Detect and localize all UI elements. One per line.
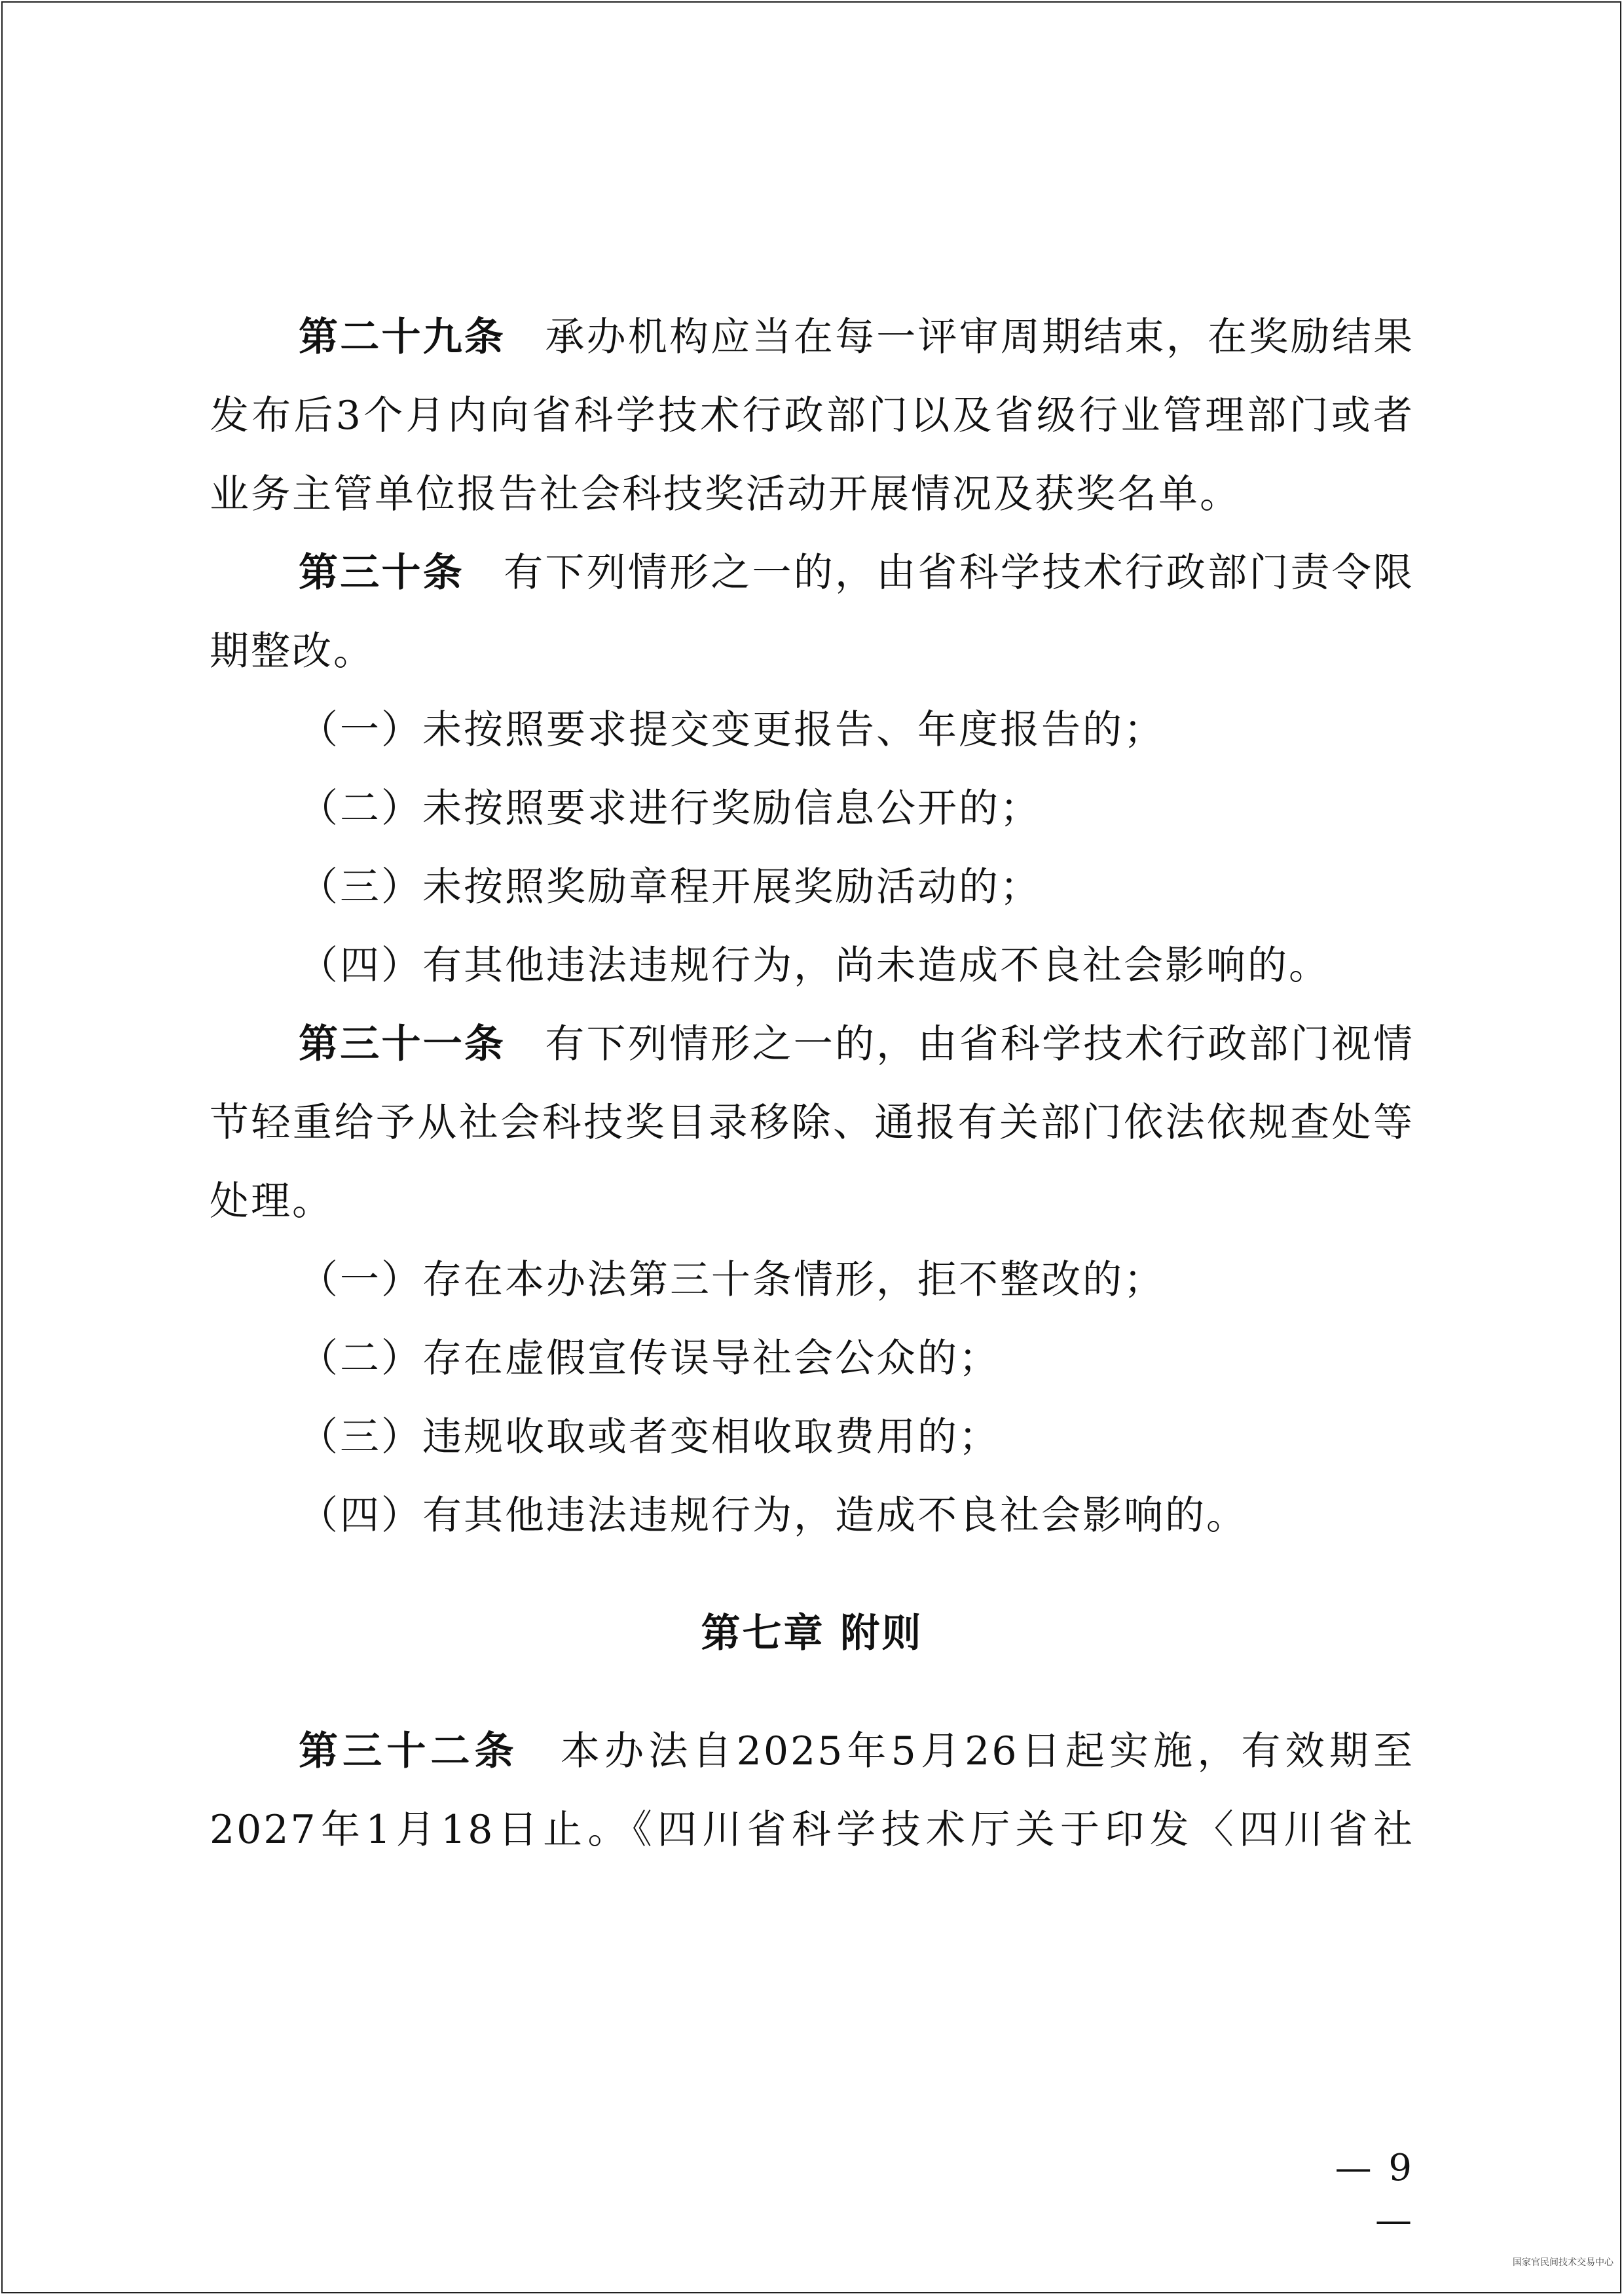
article-32: [210, 1712, 1414, 1869]
article-29-body: 承办机构应当在每一评审周期结束，在奖励结果发布后3个月内向省科学技术行政部门以及省级行业管理部门或者业务主管单位报告社会科技奖活动开展情况及获奖名单。: [210, 314, 1415, 517]
article-31-item-4: （四）有其他违法违规行为，造成不良社会影响的。: [299, 1493, 1247, 1539]
page-number: — 9 —: [1335, 2147, 1414, 2242]
article-32-body: 本办法自2025年5月26日起实施，有效期至2027年1月18日止。《四川省科学技术厅关于印发〈四川省社: [210, 1728, 1415, 1853]
chapter-7-title: 第七章 附则: [701, 1611, 923, 1656]
article-32-title: 第三十二条: [299, 1728, 519, 1774]
document-body: [210, 298, 1414, 1869]
article-31-title: 第三十一条: [299, 1021, 506, 1067]
watermark-text: 国家官民间技术交易中心: [1513, 2257, 1614, 2268]
article-30: [210, 534, 1414, 691]
article-30-body: 有下列情形之一的，由省科学技术行政部门责令限期整改。: [210, 550, 1415, 674]
article-31: [210, 1005, 1414, 1241]
article-29-title: 第二十九条: [299, 314, 506, 360]
article-30-title: 第三十条: [299, 550, 464, 596]
article-30-item-2: （二）未按照要求进行奖励信息公开的；: [299, 786, 1041, 831]
article-31-body: 有下列情形之一的，由省科学技术行政部门视情节轻重给予从社会科技奖目录移除、通报有关部门依法依规查处等处理。: [210, 1021, 1415, 1224]
article-31-item-1: （一）存在本办法第三十条情形，拒不整改的；: [299, 1257, 1165, 1303]
article-30-item-3: （三）未按照奖励章程开展奖励活动的；: [299, 864, 1041, 910]
article-29: [210, 298, 1414, 534]
article-30-item-4: （四）有其他违法违规行为，尚未造成不良社会影响的。: [299, 943, 1330, 989]
article-30-item-1: （一）未按照要求提交变更报告、年度报告的；: [299, 707, 1165, 753]
article-31-item-3: （三）违规收取或者变相收取费用的；: [299, 1414, 1000, 1460]
article-31-item-2: （二）存在虚假宣传误导社会公众的；: [299, 1336, 1000, 1381]
